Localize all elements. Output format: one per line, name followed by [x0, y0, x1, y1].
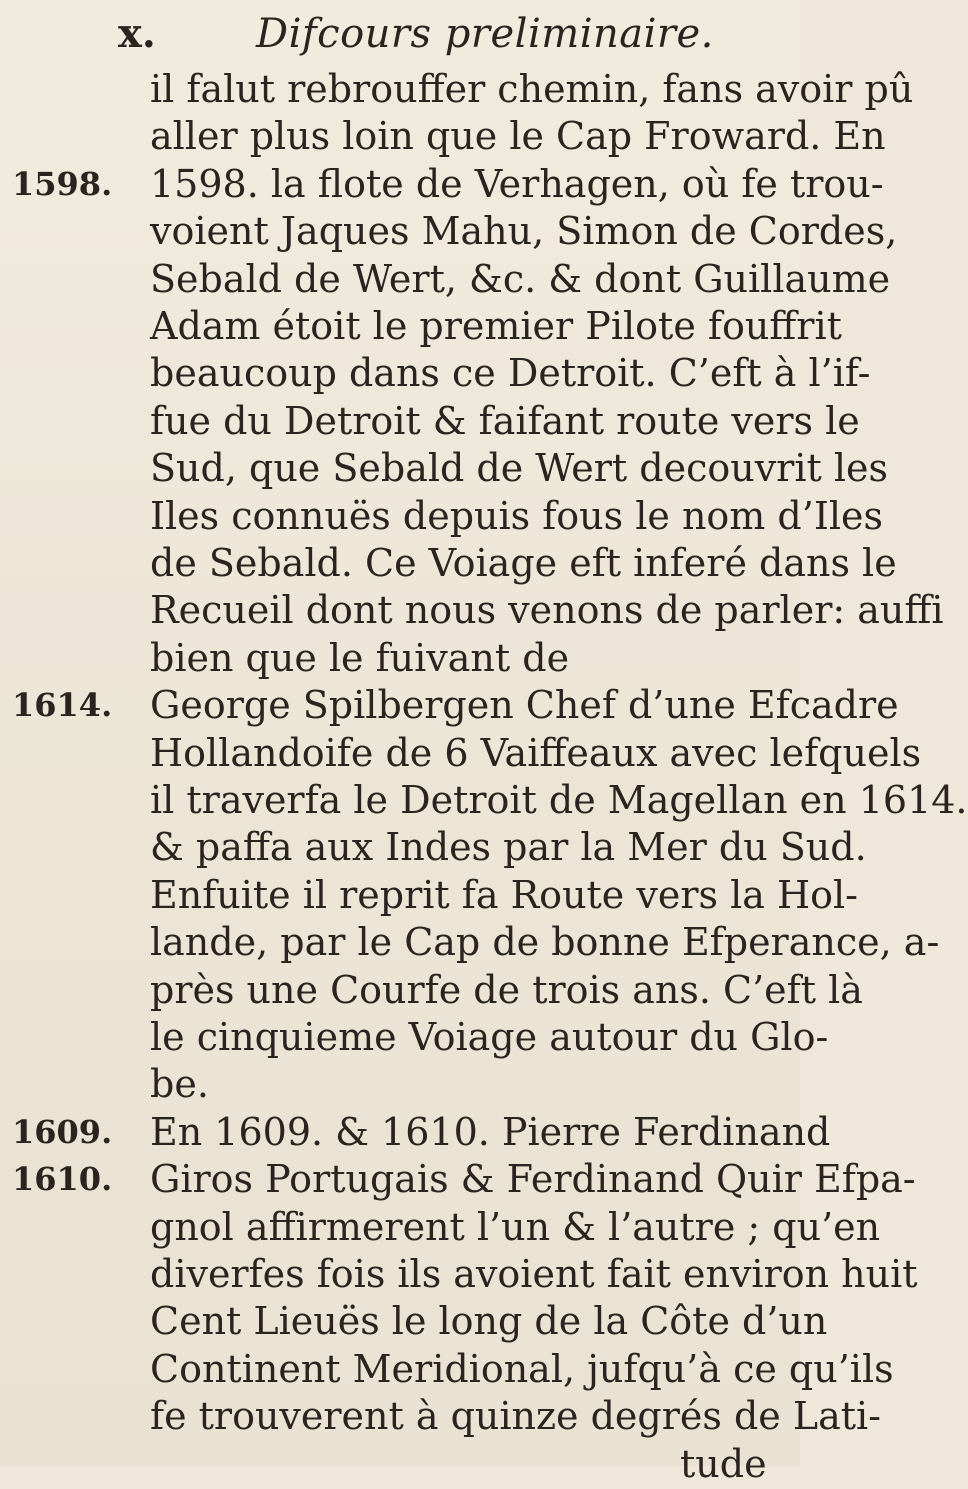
text-line: [0, 822, 867, 872]
line-text: Sebald de Wert, &c. & dont Guillaume: [150, 256, 891, 301]
line-text: voient Jaques Mahu, Simon de Cordes,: [150, 209, 898, 254]
text-line: [0, 1202, 881, 1252]
text-line: [0, 1439, 800, 1489]
text-line: [0, 301, 842, 351]
line-text: Giros Portugais & Ferdinand Quir Efpa-: [150, 1157, 916, 1202]
text-line: [0, 538, 897, 588]
text-line: [0, 491, 883, 541]
text-line: [0, 111, 886, 161]
text-line: [0, 1344, 894, 1394]
text-line: [0, 1012, 829, 1062]
line-text: Adam étoit le premier Pilote fouffrit: [150, 304, 842, 348]
line-text: Recueil dont nous venons de parler: auffi: [150, 588, 944, 633]
line-text: En 1609. & 1610. Pierre Ferdinand: [150, 1109, 831, 1154]
line-text: bien que le fuivant de: [150, 635, 570, 680]
text-line: [0, 348, 871, 398]
line-text: aller plus loin que le Cap Froward. En: [150, 114, 886, 159]
line-text: Iles connuës depuis fous le nom d’Iles: [150, 493, 883, 538]
text-line: [0, 728, 922, 778]
line-text: fue du Detroit & faifant route vers le: [150, 398, 860, 443]
page-header: [0, 6, 800, 62]
catchword: tude: [680, 1441, 767, 1486]
line-text: George Spilbergen Chef d’une Efcadre: [150, 683, 899, 728]
text-line: [0, 680, 899, 730]
page-number: x.: [118, 10, 156, 57]
text-line: [0, 775, 968, 825]
line-text: be.: [150, 1062, 209, 1107]
text-line: [0, 254, 891, 304]
line-text: gnol affirmerent l’un & l’autre ; qu’en: [150, 1204, 881, 1249]
line-text: Sud, que Sebald de Wert decouvrit les: [150, 446, 888, 491]
line-text: Hollandoife de 6 Vaiffeaux avec lefquels: [150, 730, 922, 775]
text-line: [0, 1107, 831, 1157]
text-line: [0, 870, 858, 920]
line-text: & paffa aux Indes par la Mer du Sud.: [150, 825, 867, 870]
text-line: [0, 64, 914, 114]
line-text: de Sebald. Ce Voiage eft inferé dans le: [150, 541, 897, 585]
line-text: près une Courfe de trois ans. C’eft là: [150, 967, 863, 1012]
line-text: lande, par le Cap de bonne Efperance, a-: [150, 920, 940, 965]
margin-year: 1598.: [12, 164, 113, 203]
text-line: [0, 965, 863, 1015]
text-line: [0, 1154, 916, 1204]
text-line: [0, 1296, 828, 1346]
text-line: [0, 1391, 882, 1441]
line-text: beaucoup dans ce Detroit. C’eft à l’if-: [150, 351, 871, 396]
line-text: Continent Meridional, jufqu’à ce qu’ils: [150, 1346, 894, 1391]
line-text: il traverfa le Detroit de Magellan en 1614.: [150, 778, 968, 822]
margin-year: 1610.: [12, 1160, 113, 1199]
text-line: [0, 1249, 918, 1299]
text-line: [0, 1059, 800, 1109]
text-line: [0, 585, 944, 635]
line-text: fe trouverent à quinze degrés de Lati-: [150, 1394, 882, 1439]
text-line: [0, 396, 860, 446]
line-text: le cinquieme Voiage autour du Glo-: [150, 1015, 829, 1059]
text-line: [0, 159, 884, 209]
running-title: Difcours preliminaire.: [256, 11, 714, 57]
line-text: il falut rebrouffer chemin, fans avoir pû: [150, 67, 914, 111]
text-line: [0, 206, 898, 256]
margin-year: 1614.: [12, 686, 113, 725]
line-text: Enfuite il reprit fa Route vers la Hol-: [150, 872, 858, 917]
line-text: diverfes fois ils avoient fait environ huit: [150, 1252, 918, 1296]
line-text: 1598. la flote de Verhagen, où fe trou-: [150, 161, 884, 206]
text-line: [0, 917, 940, 967]
line-text: Cent Lieuës le long de la Côte d’un: [150, 1299, 828, 1344]
text-line: [0, 443, 888, 493]
text-line: [0, 633, 800, 683]
margin-year: 1609.: [12, 1112, 113, 1151]
